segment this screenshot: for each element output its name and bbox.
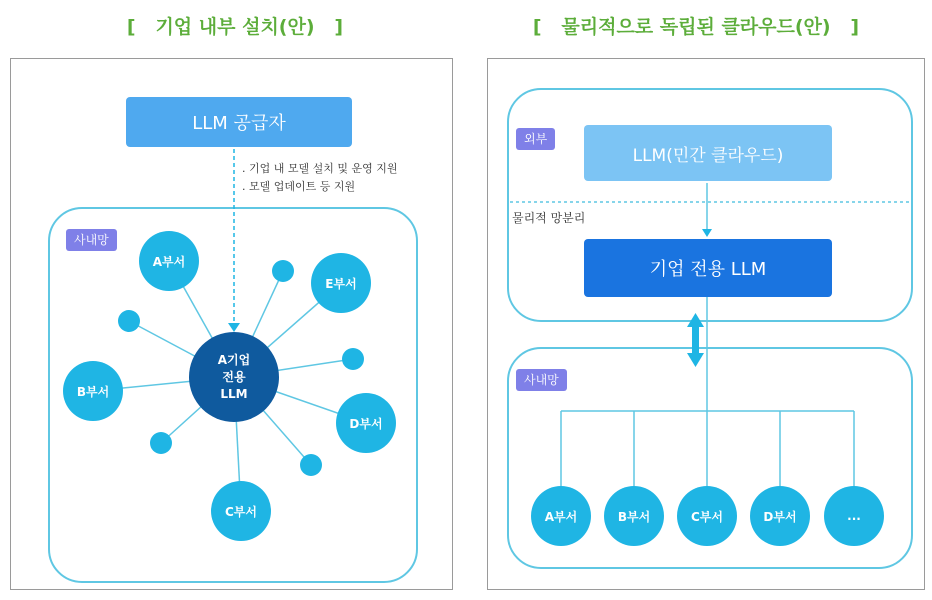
private-cloud-llm-box: LLM(민간 클라우드): [584, 125, 832, 181]
support-note-1: . 기업 내 모델 설치 및 운영 지원: [242, 162, 398, 175]
llm-provider-box: LLM 공급자: [126, 97, 352, 147]
dept-c-node: C부서: [211, 481, 271, 541]
small-node: [118, 310, 140, 332]
dept-a-node: A부서: [531, 486, 591, 546]
dept-d-node: D부서: [336, 393, 396, 453]
dept-b-node: B부서: [604, 486, 664, 546]
small-node: [342, 348, 364, 370]
enterprise-llm-hub: [189, 332, 279, 422]
cloud-arrowhead: [702, 229, 712, 237]
small-node: [272, 260, 294, 282]
dept-b-node: B부서: [63, 361, 123, 421]
right-heading: [ 물리적으로 독립된 클라우드(안) ]: [532, 16, 860, 38]
support-note-2: . 모델 업데이트 등 지원: [242, 180, 356, 193]
small-node: [150, 432, 172, 454]
internal-install-panel: [10, 58, 453, 590]
external-tag: 외부: [516, 128, 555, 150]
provider-arrowhead: [228, 323, 240, 332]
physical-separation-label: 물리적 망분리: [512, 211, 586, 225]
internal-network-tag: 사내망: [66, 229, 117, 251]
dept-a-node: A부서: [139, 231, 199, 291]
enterprise-llm-box: 기업 전용 LLM: [584, 239, 832, 297]
internal-network-tag: 사내망: [516, 369, 567, 391]
hub-line-3: LLM: [220, 386, 248, 401]
hub-line-2: 전용: [222, 369, 246, 384]
dept-e-node: E부서: [311, 253, 371, 313]
hub-line-1: A기업: [217, 352, 251, 367]
small-node: [300, 454, 322, 476]
bidirectional-arrow-icon: [687, 313, 704, 367]
left-heading: [ 기업 내부 설치(안) ]: [126, 16, 344, 38]
isolated-cloud-panel: [487, 58, 925, 590]
dept-d-node: D부서: [750, 486, 810, 546]
more-departments-node: ...: [824, 486, 884, 546]
dept-c-node: C부서: [677, 486, 737, 546]
